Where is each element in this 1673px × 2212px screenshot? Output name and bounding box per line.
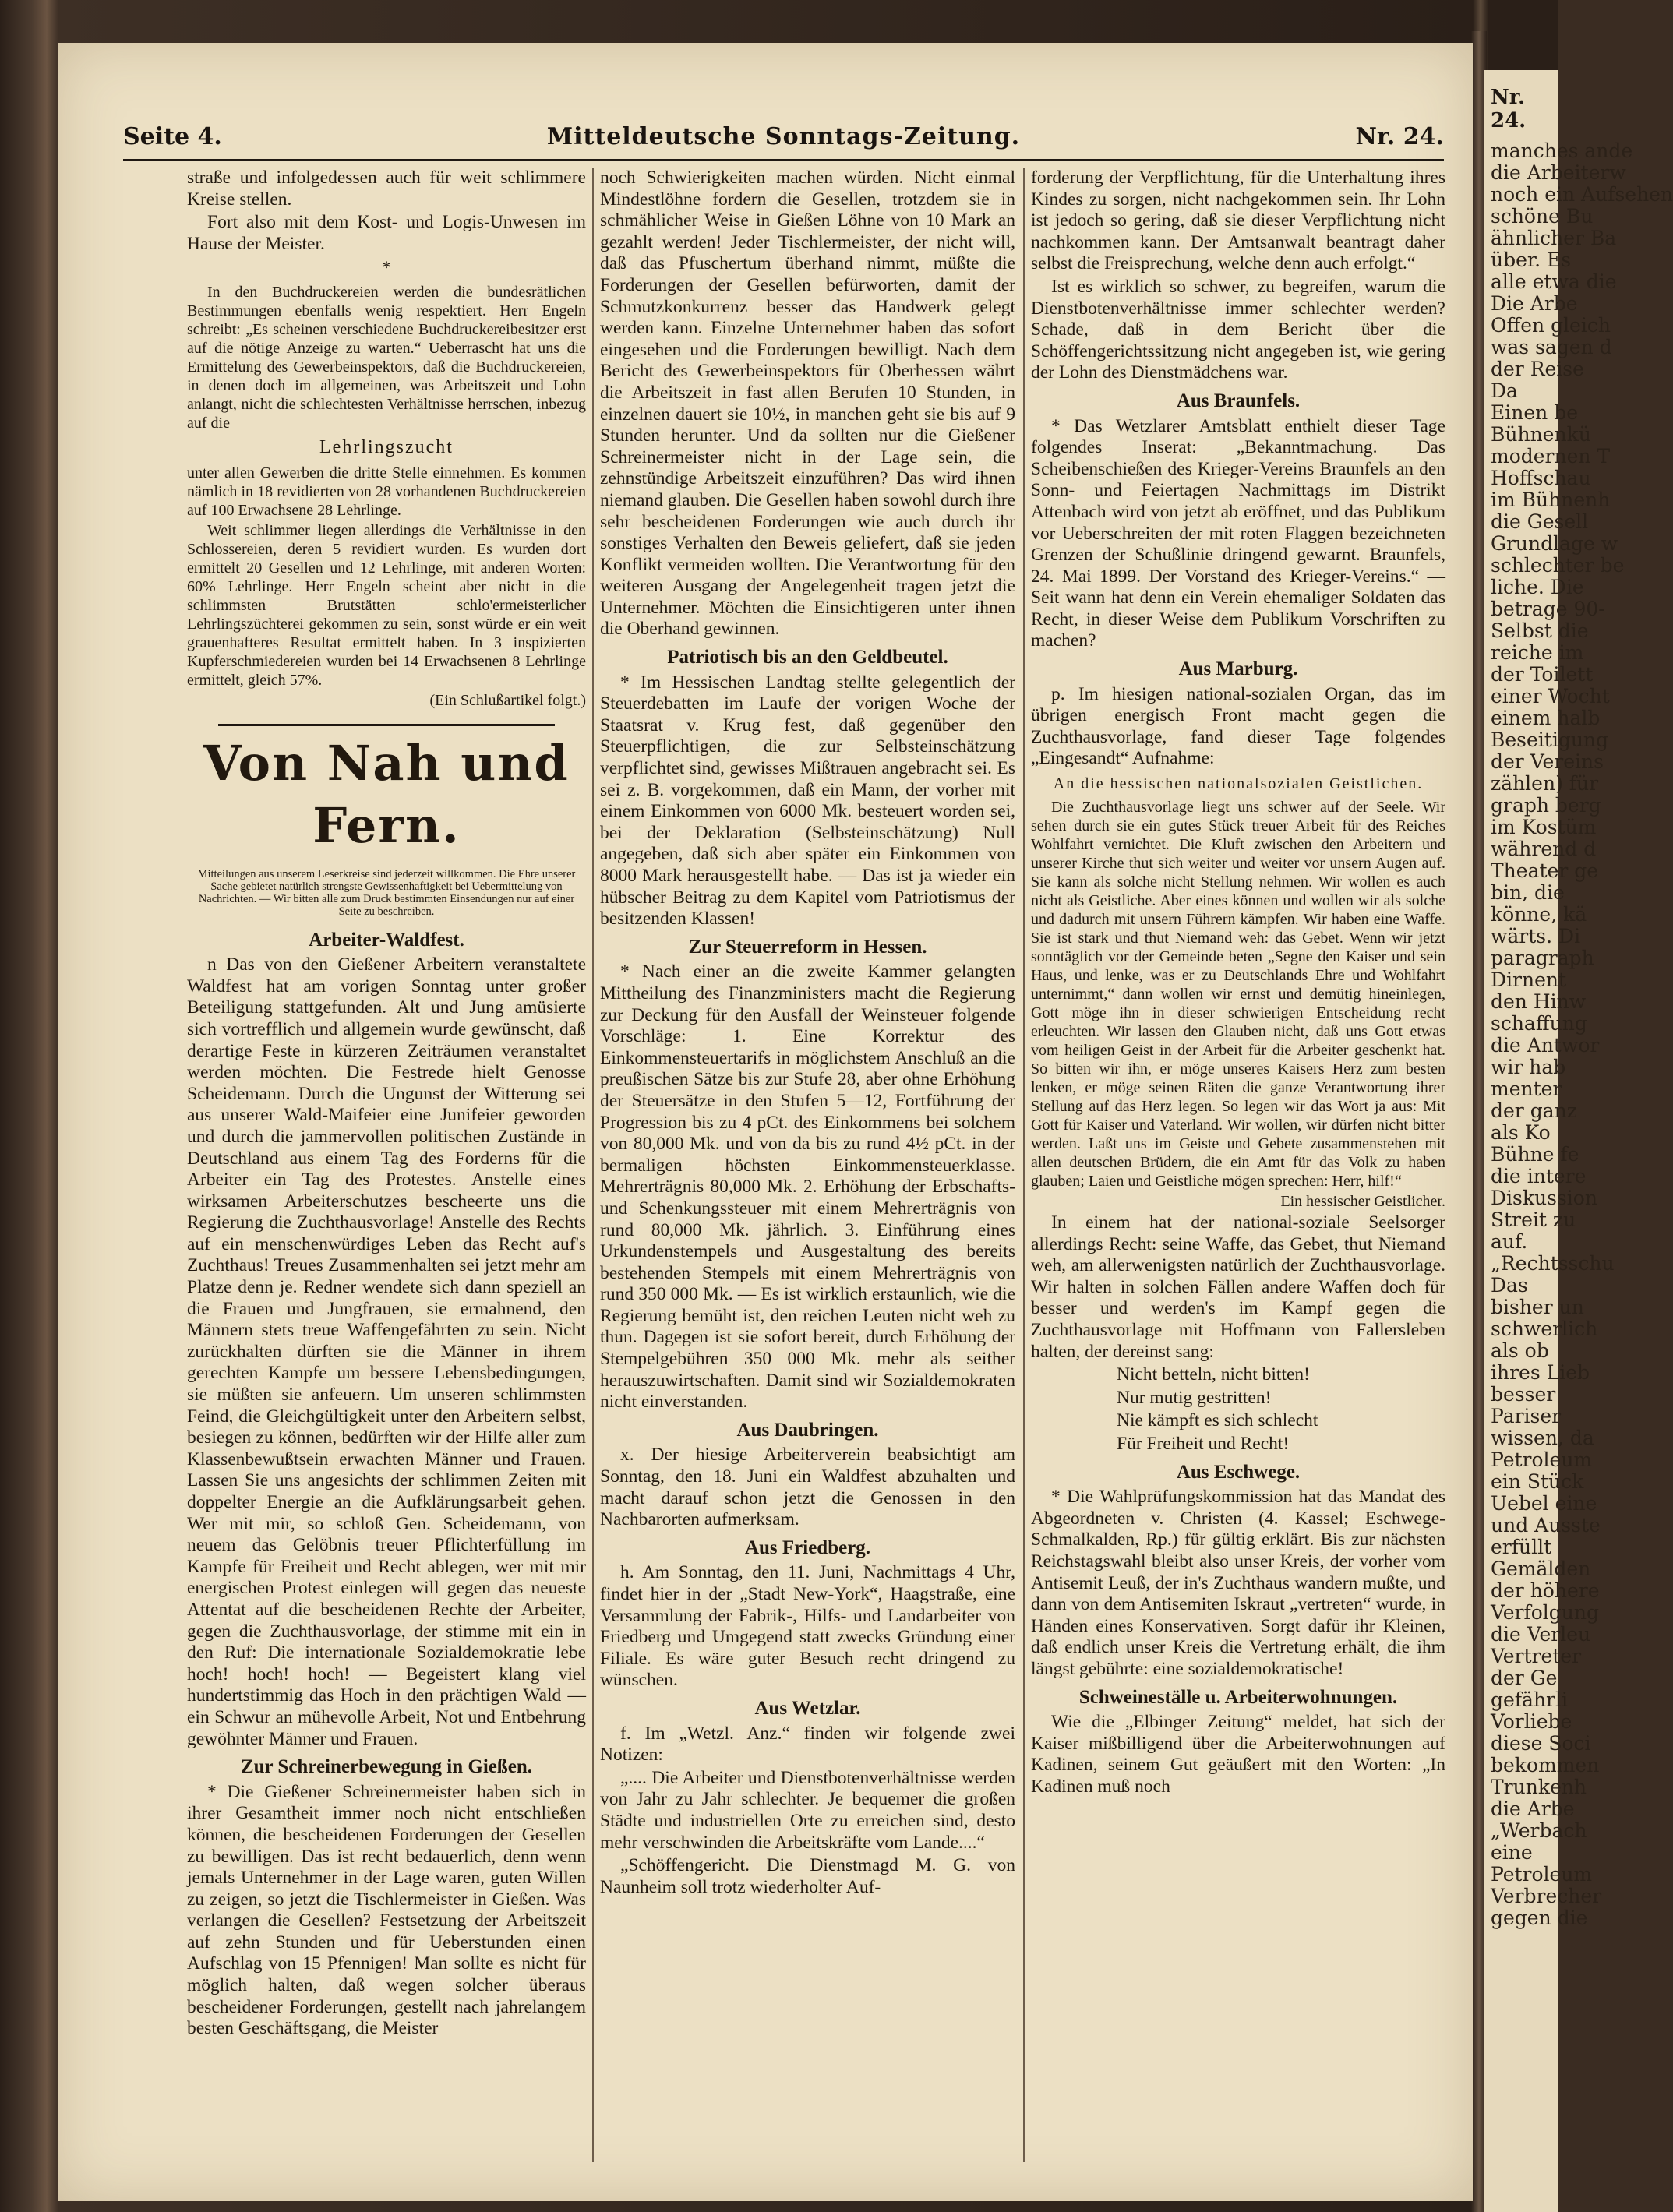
adjacent-page-line: Streit zu (1491, 1208, 1576, 1231)
adjacent-page-line: der Reise (1491, 358, 1584, 380)
adjacent-page-line: Bühne fe (1491, 1143, 1579, 1166)
adjacent-page-line: der Vereins (1491, 750, 1604, 773)
article-heading: Patriotisch bis an den Geldbeutel. (667, 647, 948, 669)
paragraph: In einem hat der national-soziale Seelsorger allerdings Recht: seine Waffe, das Gebet, thut Niemand weh, am allerwenigsten natürlich der Zuchthausvorlage. Wir halten in solchen Fällen andere Waffen doch für besser und werden's im Kampf gegen die Zuchthausvorlage mit Hoffmann von Fallersleben halten, der dereinst sang: (1031, 1212, 1445, 1362)
adjacent-page-line: Selbst die (1491, 619, 1589, 642)
column-rule (592, 168, 594, 2162)
adjacent-page-lines (1484, 139, 1673, 1929)
section-divider (218, 724, 555, 726)
adjacent-page-line: Petroleum (1491, 1448, 1593, 1471)
adjacent-page-line: graph berg (1491, 794, 1601, 817)
adjacent-page-line: der ganz (1491, 1099, 1577, 1122)
adjacent-page-line: ein Stück (1491, 1470, 1584, 1493)
adjacent-page-line: noch ein Aufsehen (1491, 183, 1673, 206)
paragraph: Fort also mit dem Kost- und Logis-Unwesen im Hause der Meister. (187, 212, 586, 254)
verse-line: Nicht betteln, nicht bitten! (1117, 1364, 1310, 1385)
adjacent-page-line: „Werbach (1491, 1819, 1587, 1842)
adjacent-page-line: Hoffschau (1491, 467, 1591, 489)
adjacent-page-line: Offen gleich (1491, 314, 1611, 337)
article-heading: Zur Schreinerbewegung in Gießen. (240, 1756, 533, 1778)
adjacent-page-line: die Arbeiterw (1491, 161, 1626, 184)
column-1 (187, 168, 586, 2041)
adjacent-page-line: Pariser (1491, 1405, 1562, 1427)
adjacent-page-line: Einen be (1491, 401, 1578, 424)
adjacent-page-line: könne, kä (1491, 903, 1587, 926)
adjacent-page-line: menter (1491, 1078, 1562, 1100)
paragraph: „Schöffengericht. Die Dienstmagd M. G. von Naunheim soll trotz wiederholter Auf- (600, 1855, 1015, 1897)
adjacent-page-line: als Ko (1491, 1121, 1551, 1144)
adjacent-page-line: Grundlage w (1491, 532, 1618, 555)
adjacent-page-line: einer Wocht (1491, 685, 1610, 707)
paragraph: n Das von den Gießener Arbeitern veranstaltete Waldfest hat am vorigen Sonntag unter großer Beteiligung stattgefunden. Alt und Jung amüsierte sich vortrefflich und allgemein wurde gewünscht, daß derartige Feste in kürzeren Zeiträumen veranstaltet werden möchten. Die Festrede hielt Genosse Scheidemann. Durch die Ungunst der Witterung sei aus unserer Wald-Maifeier eine Junifeier geworden und durch die jammervollen politischen Zustände in Deutschland aus einem Tag des Forderns für die Arbeiter ein Tag des Protestes. Anstelle eines wirksamen Arbeiterschutzes bescheerte uns die Regierung die Zuchthausvorlage! Anstelle des Rechts auf ein menschenwürdiges Leben das Recht auf's Zuchthaus! Treues Zusammenhalten sei jetzt mehr am Platze denn je. Redner wendete sich dann speziell an die Frauen und Jungfrauen, sie ermahnend, den Männern stets treue Waffengefährten zu sein. Nicht zurückhalten dürften sie die Männer in ihrem gerechten Kampfe um bessere Lebensbedingungen, sie müßten sie anfeuern. Um unseren schlimmsten Feind, die Gleichgültigkeit unter den Arbeitern selbst, besiegen zu können, bedürften wir der Hilfe aller zum Klassenbewußtsein erwachten Männer und Frauen. Lassen Sie uns angesichts der schlimmen Zeiten mit doppelter Energie an die Aufklärungsarbeit gehen. Wer mit mir, so schloß Gen. Scheidemann, von neuem das Gelöbnis treuer Pflichterfüllung im Kampfe für Freiheit und Recht ablegen, wer mit mir energischen Protest einlegen will gegen das neueste Attentat auf die bescheidenen Rechte der Arbeiter, gegen die Zuchthausvorlage, der stimme mit ein in den Ruf: Die internationale Sozialdemokratie lebe hoch! hoch! hoch! — Begeistert klang viel hundertstimmig das Hoch in den prächtigen Wald — ein Schwur an mühevolle Arbeit, Not und Entbehrung gewöhnter Männer und Frauen. (187, 954, 586, 1749)
adjacent-page-line: den Hinw (1491, 990, 1587, 1013)
issue-number: Nr. 24. (1355, 123, 1444, 150)
adjacent-page-line: über. Es (1491, 249, 1572, 271)
article-heading: Schweineställe u. Arbeiterwohnungen. (1078, 1686, 1398, 1708)
paragraph: unter allen Gewerben die dritte Stelle einnehmen. Es kommen nämlich in 18 revidierten von 28 vorhandenen Buchdruckereien auf 100 Erwachsene 28 Lehrlinge. (187, 464, 586, 519)
adjacent-page-fragment (1484, 70, 1673, 2212)
article-heading: Aus Daubringen. (736, 1419, 879, 1441)
adjacent-page-line: Da (1491, 379, 1518, 402)
paragraph: f. Im „Wetzl. Anz.“ finden wir folgende zwei Notizen: (600, 1723, 1015, 1766)
article-heading: Aus Friedberg. (744, 1536, 871, 1558)
adjacent-page-line: Gemälden (1491, 1558, 1591, 1580)
adjacent-page-line: Diskussion (1491, 1187, 1597, 1209)
adjacent-page-line: Das (1491, 1274, 1528, 1297)
paragraph: noch Schwierigkeiten machen würden. Nicht einmal Mindestlöhne fordern die Gesellen, trotzdem sie in schmählicher Weise in Gießen Löhne von 10 Mark an gezahlt werden! Jeder Tischlermeister, der nicht will, daß das Pfuschertum überhand nimmt, müßte die Forderungen der Gesellen befürworten, damit der Schmutzkonkurrenz besser das Handwerk gelegt werden kann. Einzelne Unternehmer haben das sofort eingesehen und die Forderungen bewilligt. Nach dem Bericht des Gewerbeinspektors für Oberhessen währt die Arbeitszeit in fast allen Berufen 10 Stunden, in einzelnen dauert sie 10½, in manchen geht sie bis auf 9 Stunden herunter. Und da sollten nur die Gießener Schreinermeister nicht in der Lage sein, die zehnstündige Arbeitszeit einzuführen? Das wird ihnen niemand glauben. Die Gesellen haben sowohl durch ihre sehr bescheidenen Forderungen wie auch durch ihr sonstiges Verhalten den Beweis geliefert, daß sie jeden Konflikt vermeiden wollten. Die Verantwortung für den weiteren Ausgang der Angelegenheit tragen jetzt die Unternehmer. Möchten die Einsichtigeren unter ihnen die Oberhand gewinnen. (600, 168, 1015, 640)
adjacent-page-line: schwerlich (1491, 1318, 1598, 1340)
adjacent-page-line: Vorliebe (1491, 1710, 1572, 1733)
adjacent-page-line: diese Soci (1491, 1732, 1591, 1755)
adjacent-page-line: wissen, da (1491, 1427, 1594, 1449)
adjacent-page-line: Dirnent (1491, 968, 1567, 991)
adjacent-page-line: Uebel eine (1491, 1492, 1597, 1515)
adjacent-page-line: paragraph (1491, 947, 1594, 969)
adjacent-page-line: erfüllt (1491, 1536, 1552, 1558)
adjacent-page-line: schlechter be (1491, 554, 1625, 577)
adjacent-page-line: betrage 90- (1491, 598, 1605, 620)
paragraph: * Die Gießener Schreinermeister haben sich in ihrer Gesamtheit immer noch nicht entschließen können, die bescheidenen Forderungen der Gesellen zu bewilligen. Das ist recht bedauerlich, denn wenn jemals Unternehmer in der Lage waren, guten Willen zu zeigen, so jetzt die Tischlermeister in Gießen. Was verlangen die Gesellen? Festsetzung der Arbeitszeit auf zehn Stunden und für Ueberstunden einen Aufschlag von 15 Pfennigen! Man sollte es nicht für möglich halten, daß wegen solcher überaus bescheidener Forderungen, gestellt nach jahrelangem besten Geschäftsgang, die Meister (187, 1781, 586, 2039)
adjacent-page-line: zählen) für (1491, 772, 1599, 795)
paragraph: Wie die „Elbinger Zeitung“ meldet, hat sich der Kaiser mißbilligend über die Arbeiterwohnungen auf Kadinen, seinem Gut geäußert mit den Worten: „In Kadinen muß noch (1031, 1712, 1445, 1797)
adjacent-page-line: bekommen (1491, 1754, 1600, 1776)
paragraph: * Im Hessischen Landtag stellte gelegentlich der Steuerdebatten im Laufe der vorigen Woche der Staatsrat v. Krug fest, daß gegenüber den Steuerpflichtigen, die zur Selbsteinschätzung verpflichtet sind, gewisses Mißtrauen angebracht sei. Es sei z. B. vorgekommen, daß ein Mann, der vorher mit einem Einkommen von 6000 Mk. besteuert worden sei, bei der Deklaration (Selbsteinschätzung) Null angegeben, daß sich aber später ein Einkommen von 8000 Mark herausgestellt habe. — Das ist ja wieder ein hübscher Beitrag zu dem Kapitel vom Patriotismus der besitzenden Klassen! (600, 672, 1015, 930)
adjacent-page-line: gegen die (1491, 1907, 1588, 1929)
adjacent-page-line: schöne Bu (1491, 205, 1594, 228)
adjacent-page-line: Verfolgung (1491, 1601, 1600, 1624)
adjacent-page-line: manches ande (1491, 139, 1633, 162)
article-heading: Aus Braunfels. (1176, 390, 1301, 411)
paragraph: In den Buchdruckereien werden die bundesrätlichen Bestimmungen ebenfalls wenig respektiert. Herr Engeln schreibt: „Es scheinen verschiedene Buchdruckereibesitzer erst auf die nötige Anzeige zu warten.“ Ueberrascht hat uns die Ermittelung des Gewerbeinspektors, daß die Buchdruckereien, in denen doch im allgemeinen, was Arbeitszeit und Lohn anlangt, nicht die schlechtesten Verhältnisse herrschen, inbezug auf die (187, 283, 586, 432)
adjacent-page-line: während d (1491, 838, 1597, 860)
verse-line: Nie kämpft es sich schlecht (1117, 1410, 1318, 1431)
separator-star: * (382, 258, 391, 279)
article-heading: Arbeiter-Waldfest. (309, 929, 464, 951)
paragraph: p. Im hiesigen national-sozialen Organ, das im übrigen energisch Front macht gegen die Zuchthausvorlage, fand dieser Tage folgendes „Eingesandt“ Aufnahme: (1031, 683, 1445, 769)
adjacent-page-line: besser (1491, 1383, 1556, 1406)
paragraph: h. Am Sonntag, den 11. Juni, Nachmittags 4 Uhr, findet hier in der „Stadt New-York“, Haagstraße, eine Versammlung der Fabrik-, Hilfs- und Landarbeiter von Friedberg und Umgegend statt zwecks Gründung einer Filiale. Es wäre guter Besuch recht dringend zu wünschen. (600, 1562, 1015, 1691)
adjacent-page-line: im Kostüm (1491, 816, 1597, 838)
adjacent-page-line: der Toilett (1491, 663, 1594, 686)
adjacent-page-line: die Gesell (1491, 510, 1589, 533)
article-heading: Aus Eschwege. (1176, 1461, 1301, 1483)
adjacent-page-line: ähnlicher Ba (1491, 227, 1617, 249)
adjacent-page-line: „Rechtsschu (1491, 1252, 1615, 1275)
page-label: Seite 4. (123, 123, 222, 150)
adjacent-page-line: Trunkenh (1491, 1776, 1587, 1798)
verse-line: Nur mutig gestritten! (1117, 1387, 1272, 1408)
adjacent-page-line: der höhere (1491, 1579, 1600, 1602)
paragraph: „.... Die Arbeiter und Dienstbotenverhältnisse werden von Jahr zu Jahr schlechter. Je bequemer die großen Städte und industriellen Orte zu erreichen sind, desto mehr verschwinden die Arbeitskräfte vom Lande....“ (600, 1767, 1015, 1853)
paragraph: * Nach einer an die zweite Kammer gelangten Mittheilung des Finanzministers macht die Regierung zur Deckung für den Ausfall der Weinsteuer folgende Vorschläge: 1. Eine Korrektur des Einkommensteuertarifs in möglichstem Anschluß an die preußischen Sätze bis zur Stufe 28, aber ohne Erhöhung der Steuersätze in den Stufen 5—12, Fortführung der Progression bis zu 4 pCt. des Einkommens bei solchem von 80,000 Mk. und von da bis zu rund 4½ pCt. in der bermaligen höchsten Einkommensteuerklasse. Mehrerträgnis 80,000 Mk. 2. Erhöhung der Erbschafts- und Schenkungssteuer mit einem Mehrerträgnis von rund 80,000 Mk. jährlich. 3. Einführung eines Urkundenstempels und Ausgestaltung des bereits bestehenden Stempels mit einem Mehrerträgnis von rund 350 000 Mk. — Es ist wirklich erstaunlich, wie die Regierung bemüht ist, den reichen Leuten nicht weh zu thun. Dagegen ist sie sofort bereit, durch Erhöhung der Stempelgebühren 350 000 Mk. mehr als seither herauszuwirtschaften. Damit sind wir Sozialdemokraten nicht einverstanden. (600, 961, 1015, 1413)
adjacent-page-line: was sagen d (1491, 336, 1612, 358)
adjacent-page-line: liche. Die (1491, 576, 1584, 598)
adjacent-page-line: Vertreter (1491, 1645, 1582, 1667)
adjacent-page-line: bisher un (1491, 1296, 1584, 1318)
adjacent-page-line: im Bühnenh (1491, 489, 1611, 511)
adjacent-page-line: wärts. Di (1491, 925, 1581, 947)
adjacent-page-line: ihres Lieb (1491, 1361, 1590, 1384)
adjacent-page-line: alle etwa die (1491, 270, 1617, 293)
paragraph: Ist es wirklich so schwer, zu begreifen, warum die Dienstbotenverhältnisse immer schlechter werden? Schade, daß in dem Bericht über die Schöffengerichtssitzung nicht angegeben ist, wie gering der Lohn des Dienstmädchens war. (1031, 276, 1445, 383)
adjacent-page-line: modernen T (1491, 445, 1611, 467)
adjacent-page-line: Beseitigung (1491, 729, 1609, 751)
adjacent-page-line: der Ge (1491, 1667, 1558, 1689)
paragraph: x. Der hiesige Arbeiterverein beabsichtigt am Sonntag, den 18. Juni ein Waldfest abzuhalten und macht darauf schon jetzt die Genossen in den Nachbarorten aufmerksam. (600, 1445, 1015, 1530)
adjacent-page-line: einem halb (1491, 707, 1601, 729)
paragraph: * Die Wahlprüfungskommission hat das Mandat des Abgeordneten v. Christen (4. Kassel; Eschwege-Schmalkalden, Rp.) für gültig erklärt. Bis zur nächsten Reichstagswahl bleibt also unser Kreis, der vorher vom Antisemit Leuß, der in's Zuchthaus wandern mußte, und dann von dem Antisemiten Iskraut „vertreten“ wurde, in Händen eines Konservativen. Sorgt dafür ihr Kleinen, daß endlich unser Kreis die Vertretung erhält, die ihm längst gebührte: eine sozialdemokratische! (1031, 1487, 1445, 1679)
continuation-note: (Ein Schlußartikel folgt.) (429, 691, 586, 709)
page-header (123, 115, 1444, 161)
verse-line: Für Freiheit und Recht! (1117, 1433, 1290, 1454)
subheading: An die hessischen nationalsozialen Geistlichen. (1053, 775, 1424, 793)
adjacent-page-line: bin, die (1491, 881, 1565, 904)
paragraph: straße und infolgedessen auch für weit schlimmere Kreise stellen. (187, 168, 586, 210)
letter-signature: Ein hessischer Geistlicher. (1280, 1193, 1445, 1211)
column-2 (600, 168, 1015, 1900)
article-heading: Zur Steuerreform in Hessen. (688, 936, 927, 958)
column-3 (1031, 168, 1445, 1799)
adjacent-page-number: Nr. 24. (1491, 86, 1527, 132)
adjacent-page-line: reiche im (1491, 641, 1584, 664)
quoted-letter: Die Zuchthausvorlage liegt uns schwer auf der Seele. Wir sehen durch sie ein gutes Stück treuer Arbeit für des Reiches Wohlfahrt vernichtet. Die Kluft zwischen den Arbeitern und unserer Kirche thut sich weiter und weiter vor unsern Augen auf. Sie kann als solche nicht Stellung nehmen. Wir wollen es auch nicht als Geistliche. Aber eines können und wollen wir als solche und dadurch mit unsern Führern kämpfen. Wir haben eine Waffe. Sie ist stark und thut Niemand weh: das Gebet. Wenn wir jetzt sonntäglich vor der Gemeinde beten „Segne den Kaiser und sein Haus, und lenke, was er zu Deutschlands Ehre und Wohlfahrt unternimmt,“ dann wollen wir ernst und demütig hineinlegen, Gott möge ihn in dieser schwierigen Entscheidung recht erleuchten. Wir lassen den Glauben nicht, daß uns Gott etwas vom heiligen Geist in der Arbeit für die Arbeiter geschenkt hat. So bitten wir ihn, er möge unseres Kaisers Herz zum besten lenken, er möge seinen Räten die ganze Verantwortung ihrer Stellung auf das Herz legen. So legen wir das Wort ja aus: Mit Gott für Kaiser und Vaterland. Wir wollen, wir dürfen nicht bitter werden. Laßt uns im Geiste und Gebete zusammenstehen mit allen deutschen Brüdern, die ein Amt für das Volk zu haben glauben; Laien und Geistliche mögen sprechen: Herr, hilf!“ (1031, 799, 1445, 1191)
adjacent-page-line: die Arbe (1491, 1797, 1575, 1820)
adjacent-page-line: Petroleum (1491, 1863, 1593, 1886)
adjacent-page-line: auf. (1491, 1230, 1528, 1253)
adjacent-page-line: die Antwor (1491, 1034, 1600, 1057)
editorial-notice: Mitteilungen aus unserem Leserkreise sind jederzeit willkommen. Die Ehre unserer Sache gebietet natürlich strengste Gewissenhaftigkeit bei Uebermittelung von Nachrichten. — Wir bitten alle zum Druck bestimmten Einsendungen nur auf einer Seite zu beschreiben. (197, 868, 576, 919)
paper-title: Mitteldeutsche Sonntags-Zeitung. (546, 123, 1021, 150)
column-rule (1023, 168, 1025, 2162)
adjacent-page-line: schaffung (1491, 1012, 1587, 1035)
paragraph: * Das Wetzlarer Amtsblatt enthielt dieser Tage folgendes Inserat: „Bekanntmachung. Das Scheibenschießen des Krieger-Vereins Braunfels an den Sonn- und Feiertagen Nachmittags im Distrikt Attenbach wird von jetzt ab eröffnet, und das Publikum vor Ueberschreiten der mit roten Flaggen bezeichneten Grenzen der Schußlinie dringend gewarnt. Braunfels, 24. Mai 1899. Der Vorstand des Krieger-Vereins.“ — Seit wann hat denn ein Verein ehemaliger Soldaten das Recht, in dieser Weise dem Publikum Vorschriften zu machen? (1031, 415, 1445, 651)
article-heading: Aus Wetzlar. (754, 1697, 861, 1719)
adjacent-page-line: Theater ge (1491, 859, 1599, 882)
adjacent-page-line: die intere (1491, 1165, 1587, 1187)
adjacent-page-line: als ob (1491, 1339, 1549, 1362)
adjacent-page-line: eine (1491, 1841, 1533, 1864)
adjacent-page-line: und Ausste (1491, 1514, 1601, 1536)
adjacent-page-line: Bühnenkü (1491, 423, 1591, 446)
adjacent-page-line: die Verleu (1491, 1623, 1591, 1646)
paragraph: Weit schlimmer liegen allerdings die Verhältnisse in den Schlossereien, deren 5 revidiert wurden. Es wurden dort ermittelt 20 Gesellen und 12 Lehrlinge, mit anderen Worten: 60% Lehrlinge. Herr Engeln scheint aber nicht in die schlimmsten Brutstätten schlo'ermeisterlicher Lehrlingszüchterei gekommen zu sein, sonst würde er ein weit grauenhafteres Resultat ermittelt haben. In 3 inspizierten Kupferschmiedereien wurden bei 14 Erwachsenen 8 Lehrlinge ermittelt, gleich 57%. (187, 521, 586, 689)
paragraph: forderung der Verpflichtung, für die Unterhaltung ihres Kindes zu sorgen, nicht nachgekommen sein. Ihr Lohn ist jedoch so gering, daß sie dieser Verpflichtung nicht nachkommen kann. Der Amtsanwalt beantragt daher selbst die Freisprechung, welche denn auch erfolgt.“ (1031, 168, 1445, 274)
article-heading: Aus Marburg. (1178, 658, 1298, 680)
section-title: Von Nah und Fern. (203, 734, 570, 854)
adjacent-page-line: Die Arbe (1491, 292, 1578, 315)
adjacent-page-line: wir hab (1491, 1056, 1566, 1078)
adjacent-page-line: gefährli (1491, 1688, 1568, 1711)
subheading: Lehrlingszucht (319, 436, 454, 457)
adjacent-page-line: Verbrecher (1491, 1885, 1602, 1907)
